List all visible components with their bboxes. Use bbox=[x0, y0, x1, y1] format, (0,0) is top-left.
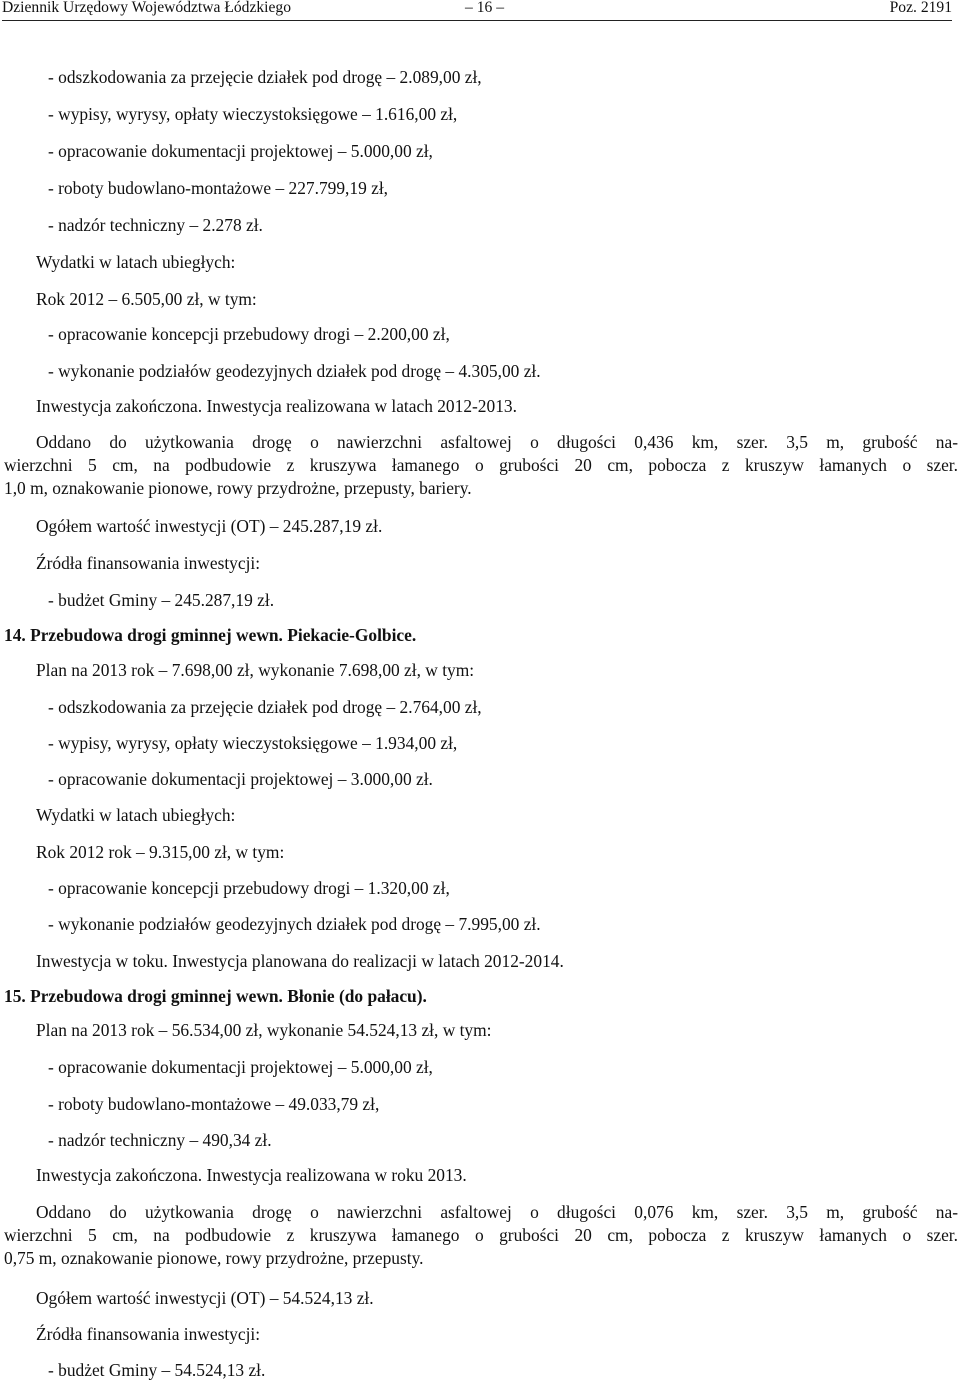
year-expenses: Rok 2012 rok – 9.315,00 zł, w tym: bbox=[36, 842, 285, 862]
investment-status: Inwestycja zakończona. Inwestycja realizowana w roku 2013. bbox=[36, 1165, 467, 1185]
page-header bbox=[0, 0, 960, 19]
total-value: Ogółem wartość inwestycji (OT) – 245.287,19 zł. bbox=[36, 516, 383, 536]
investment-status: Inwestycja zakończona. Inwestycja realizowana w latach 2012-2013. bbox=[36, 396, 517, 416]
cost-item: - opracowanie koncepcji przebudowy drogi – 1.320,00 zł, bbox=[48, 878, 450, 898]
funding-item: - budżet Gminy – 54.524,13 zł. bbox=[48, 1360, 266, 1380]
prior-expenses-heading: Wydatki w latach ubiegłych: bbox=[36, 805, 236, 825]
cost-item: - opracowanie dokumentacji projektowej – 5.000,00 zł, bbox=[48, 141, 433, 161]
page-number: – 16 – bbox=[465, 0, 504, 16]
investment-status: Inwestycja w toku. Inwestycja planowana do realizacji w latach 2012-2014. bbox=[36, 951, 564, 971]
paragraph-line: wierzchni 5 cm, na podbudowie z kruszywa łamanego o grubości 20 cm, pobocza z kruszyw łamanych o szer. bbox=[4, 455, 958, 475]
cost-item: - wypisy, wyrysy, opłaty wieczystoksięgowe – 1.616,00 zł, bbox=[48, 104, 458, 124]
cost-item: - nadzór techniczny – 2.278 zł. bbox=[48, 215, 263, 235]
cost-item: - odszkodowania za przejęcie działek pod drogę – 2.089,00 zł, bbox=[48, 67, 482, 87]
paragraph-line: Oddano do użytkowania drogę o nawierzchni asfaltowej o długości 0,436 km, szer. 3,5 m, grubość na- bbox=[36, 432, 958, 452]
cost-item: - wykonanie podziałów geodezyjnych działek pod drogę – 7.995,00 zł. bbox=[48, 914, 541, 934]
section-heading-14: 14. Przebudowa drogi gminnej wewn. Piekacie-Golbice. bbox=[4, 625, 417, 645]
paragraph-line: 1,0 m, oznakowanie pionowe, rowy przydrożne, przepusty, bariery. bbox=[4, 478, 472, 498]
cost-item: - opracowanie dokumentacji projektowej – 5.000,00 zł, bbox=[48, 1057, 433, 1077]
cost-item: - nadzór techniczny – 490,34 zł. bbox=[48, 1130, 272, 1150]
section-heading-15: 15. Przebudowa drogi gminnej wewn. Błonie (do pałacu). bbox=[4, 986, 427, 1006]
cost-item: - wykonanie podziałów geodezyjnych działek pod drogę – 4.305,00 zł. bbox=[48, 361, 541, 381]
cost-item: - roboty budowlano-montażowe – 227.799,19 zł, bbox=[48, 178, 389, 198]
header-rule bbox=[2, 20, 952, 21]
year-expenses: Rok 2012 – 6.505,00 zł, w tym: bbox=[36, 289, 257, 309]
cost-item: - roboty budowlano-montażowe – 49.033,79 zł, bbox=[48, 1094, 380, 1114]
paragraph-line: Oddano do użytkowania drogę o nawierzchni asfaltowej o długości 0,076 km, szer. 3,5 m, grubość na- bbox=[36, 1202, 958, 1222]
cost-item: - opracowanie koncepcji przebudowy drogi – 2.200,00 zł, bbox=[48, 324, 450, 344]
funding-item: - budżet Gminy – 245.287,19 zł. bbox=[48, 590, 275, 610]
cost-item: - wypisy, wyrysy, opłaty wieczystoksięgowe – 1.934,00 zł, bbox=[48, 733, 458, 753]
paragraph-line: wierzchni 5 cm, na podbudowie z kruszywa łamanego o grubości 20 cm, pobocza z kruszyw łamanych o szer. bbox=[4, 1225, 958, 1245]
road-description-paragraph bbox=[4, 431, 958, 500]
paragraph-line: 0,75 m, oznakowanie pionowe, rowy przydrożne, przepusty. bbox=[4, 1248, 424, 1268]
road-description-paragraph bbox=[4, 1201, 958, 1270]
total-value: Ogółem wartość inwestycji (OT) – 54.524,13 zł. bbox=[36, 1288, 374, 1308]
plan-line: Plan na 2013 rok – 7.698,00 zł, wykonanie 7.698,00 zł, w tym: bbox=[36, 660, 475, 680]
funding-sources-heading: Źródła finansowania inwestycji: bbox=[36, 1324, 261, 1344]
prior-expenses-heading: Wydatki w latach ubiegłych: bbox=[36, 252, 236, 272]
journal-title: Dziennik Urzędowy Województwa Łódzkiego bbox=[2, 0, 292, 16]
cost-item: - opracowanie dokumentacji projektowej – 3.000,00 zł. bbox=[48, 769, 433, 789]
funding-sources-heading: Źródła finansowania inwestycji: bbox=[36, 553, 261, 573]
cost-item: - odszkodowania za przejęcie działek pod drogę – 2.764,00 zł, bbox=[48, 697, 482, 717]
position-number: Poz. 2191 bbox=[889, 0, 952, 16]
plan-line: Plan na 2013 rok – 56.534,00 zł, wykonanie 54.524,13 zł, w tym: bbox=[36, 1020, 492, 1040]
